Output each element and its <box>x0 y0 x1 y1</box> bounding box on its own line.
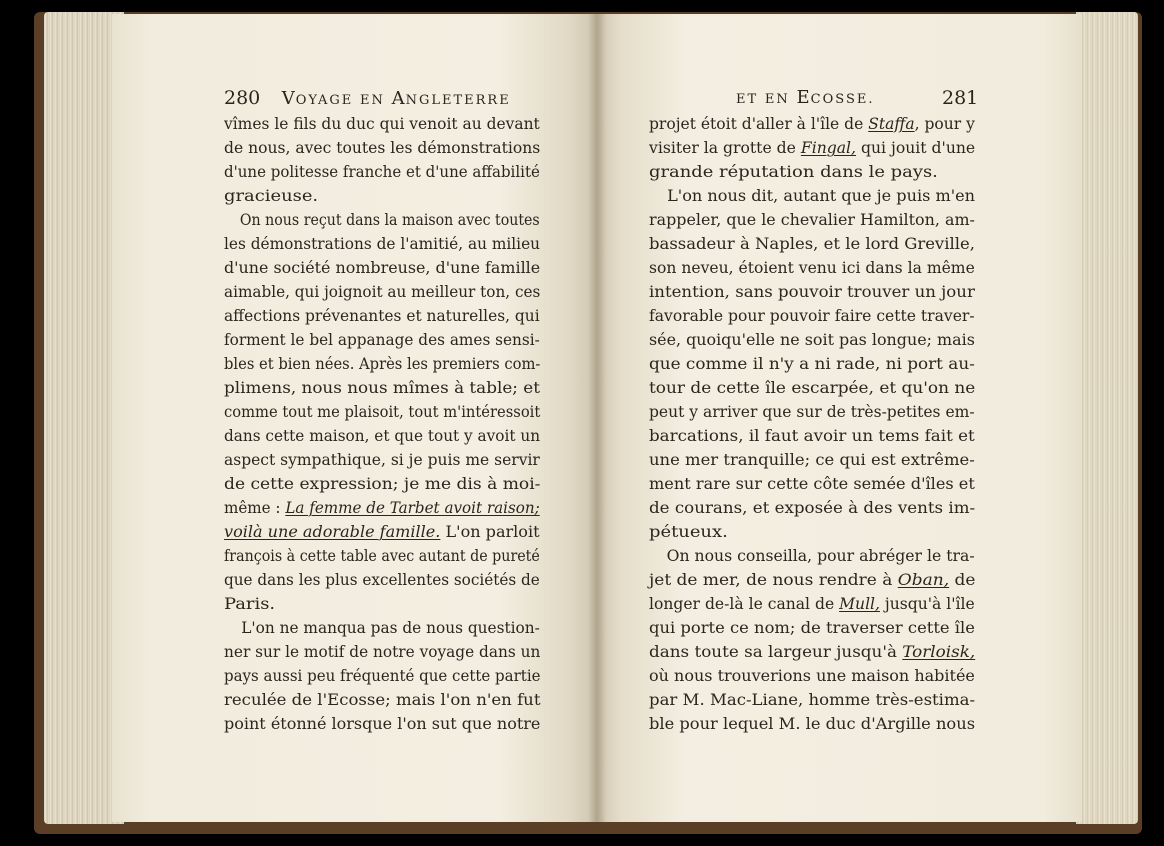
text-line <box>224 618 540 638</box>
italic-place: Oban, <box>897 570 950 589</box>
head-word: EN <box>764 92 790 107</box>
head-letter: E <box>796 87 811 108</box>
right-running-head <box>736 87 874 108</box>
text-line: où nous trouverions une maison habitée <box>649 666 975 685</box>
head-word: COSSE. <box>810 92 875 107</box>
page-number-text: 281 <box>942 87 979 109</box>
text-line <box>649 186 975 206</box>
text-line: rappeler, que le chevalier Hamilton, am- <box>649 210 975 229</box>
text-run: projet étoit d'aller à l'île de <box>649 114 869 133</box>
text-line: bles et bien nées. Après les premiers com- <box>224 354 541 373</box>
text-line: forment le bel appanage des ames sensi- <box>224 330 540 349</box>
right-page-edges <box>1076 12 1138 824</box>
text-run: longer de-là le canal de <box>649 594 840 613</box>
text-line: ble pour lequel M. le duc d'Argille nous <box>649 714 976 733</box>
text-line: de courans, et exposée à des vents im- <box>649 498 976 517</box>
text-line: point étonné lorsque l'on sut que notre <box>224 714 541 733</box>
text-line: les démonstrations de l'amitié, au milieu <box>224 234 541 253</box>
book-gutter <box>588 14 606 822</box>
text-line: vîmes le fils du duc qui venoit au devant <box>224 114 540 133</box>
text-line: dans cette maison, et que tout y avoit un <box>224 426 541 445</box>
left-page-number: 280 <box>224 87 261 109</box>
left-running-head <box>224 87 511 109</box>
text-line <box>649 594 975 614</box>
text-line: barcations, il faut avoir un tems fait et <box>649 426 975 445</box>
text-line <box>649 546 975 566</box>
text-line: favorable pour pouvoir faire cette traver- <box>649 306 975 325</box>
text-run: qui jouit d'une <box>856 138 976 157</box>
text-line: que comme il n'y a ni rade, ni port au- <box>649 354 975 373</box>
text-line: d'une société nombreuse, d'une famille <box>224 258 541 277</box>
italic-place: Torloisk, <box>902 642 976 661</box>
text-line: pays aussi peu fréquenté que cette partie <box>224 666 541 685</box>
text-run: , pour y <box>914 114 975 133</box>
text-line: qui porte ce nom; de traverser cette île <box>649 618 975 637</box>
head-letter: A <box>391 88 406 109</box>
text-line: que dans les plus excellentes sociétés de <box>224 570 540 589</box>
text-run: jusqu'à l'île <box>879 594 975 613</box>
text-line: pétueux. <box>649 522 728 541</box>
text-line: une mer tranquille; ce qui est extrême- <box>649 450 975 469</box>
text-line: peut y arriver que sur de très-petites em- <box>649 402 975 421</box>
paragraph-start: On nous conseilla, pour abréger le tra- <box>666 546 975 565</box>
text-line <box>224 522 540 542</box>
text-line: tour de cette île escarpée, et qu'on ne <box>649 378 976 397</box>
text-line: aspect sympathique, si je puis me servir <box>224 450 540 469</box>
text-line: comme tout me plaisoit, tout m'intéressoit <box>224 402 541 421</box>
text-run: L'on parloit <box>440 522 540 541</box>
text-line <box>649 138 975 158</box>
paragraph-start: L'on ne manqua pas de nous question- <box>241 618 540 637</box>
italic-place: Staffa <box>868 114 915 133</box>
head-word: NGLETERRE <box>405 93 511 108</box>
head-word: EN <box>359 93 385 108</box>
head-word: ET <box>736 92 759 107</box>
text-run: même : <box>224 498 286 517</box>
text-line: sée, quoiqu'elle ne soit pas longue; mais <box>649 330 975 349</box>
text-line: françois à cette table avec autant de pureté <box>224 546 540 565</box>
text-line <box>649 570 975 590</box>
italic-quote: La femme de Tarbet avoit raison; <box>285 498 540 517</box>
text-line: aimable, qui joignoit au meilleur ton, ces <box>224 282 541 301</box>
italic-place: Mull, <box>839 594 880 613</box>
text-line: d'une politesse franche et d'une affabilité <box>224 162 540 181</box>
text-line: intention, sans pouvoir trouver un jour <box>649 282 975 301</box>
head-word: OYAGE <box>295 93 354 108</box>
text-line: son neveu, étoient venu ici dans la même <box>649 258 975 277</box>
italic-place: Fingal, <box>800 138 857 157</box>
text-line <box>649 114 975 134</box>
text-line: de cette expression; je me dis à moi- <box>224 474 541 493</box>
text-line: gracieuse. <box>224 186 319 205</box>
head-letter: V <box>281 88 296 109</box>
text-line: par M. Mac-Liane, homme très-estima- <box>649 690 976 709</box>
text-line: Paris. <box>224 594 276 613</box>
text-run: de <box>949 570 976 589</box>
text-line: bassadeur à Naples, et le lord Greville, <box>649 234 975 253</box>
paragraph-start: On nous reçut dans la maison avec toutes <box>239 210 540 229</box>
text-line: ment rare sur cette côte semée d'îles et <box>649 474 975 493</box>
text-run: jet de mer, de nous rendre à <box>649 570 898 589</box>
text-line: ner sur le motif de notre voyage dans un <box>224 642 541 661</box>
text-line: grande réputation dans le pays. <box>649 162 938 181</box>
text-run: visiter la grotte de <box>649 138 801 157</box>
paragraph-start: L'on nous dit, autant que je puis m'en <box>667 186 976 205</box>
text-line: plimens, nous nous mîmes à table; et <box>224 378 540 397</box>
right-page-number <box>942 87 978 109</box>
text-run: dans toute sa largeur jusqu'à <box>649 642 903 661</box>
text-line <box>649 642 975 662</box>
text-line <box>224 210 540 230</box>
text-line: reculée de l'Ecosse; mais l'on n'en fut <box>224 690 541 709</box>
italic-quote: voilà une adorable famille. <box>224 522 441 541</box>
text-line <box>224 498 540 518</box>
text-line: de nous, avec toutes les démonstrations <box>224 138 541 157</box>
text-line: affections prévenantes et naturelles, qui <box>224 306 540 325</box>
